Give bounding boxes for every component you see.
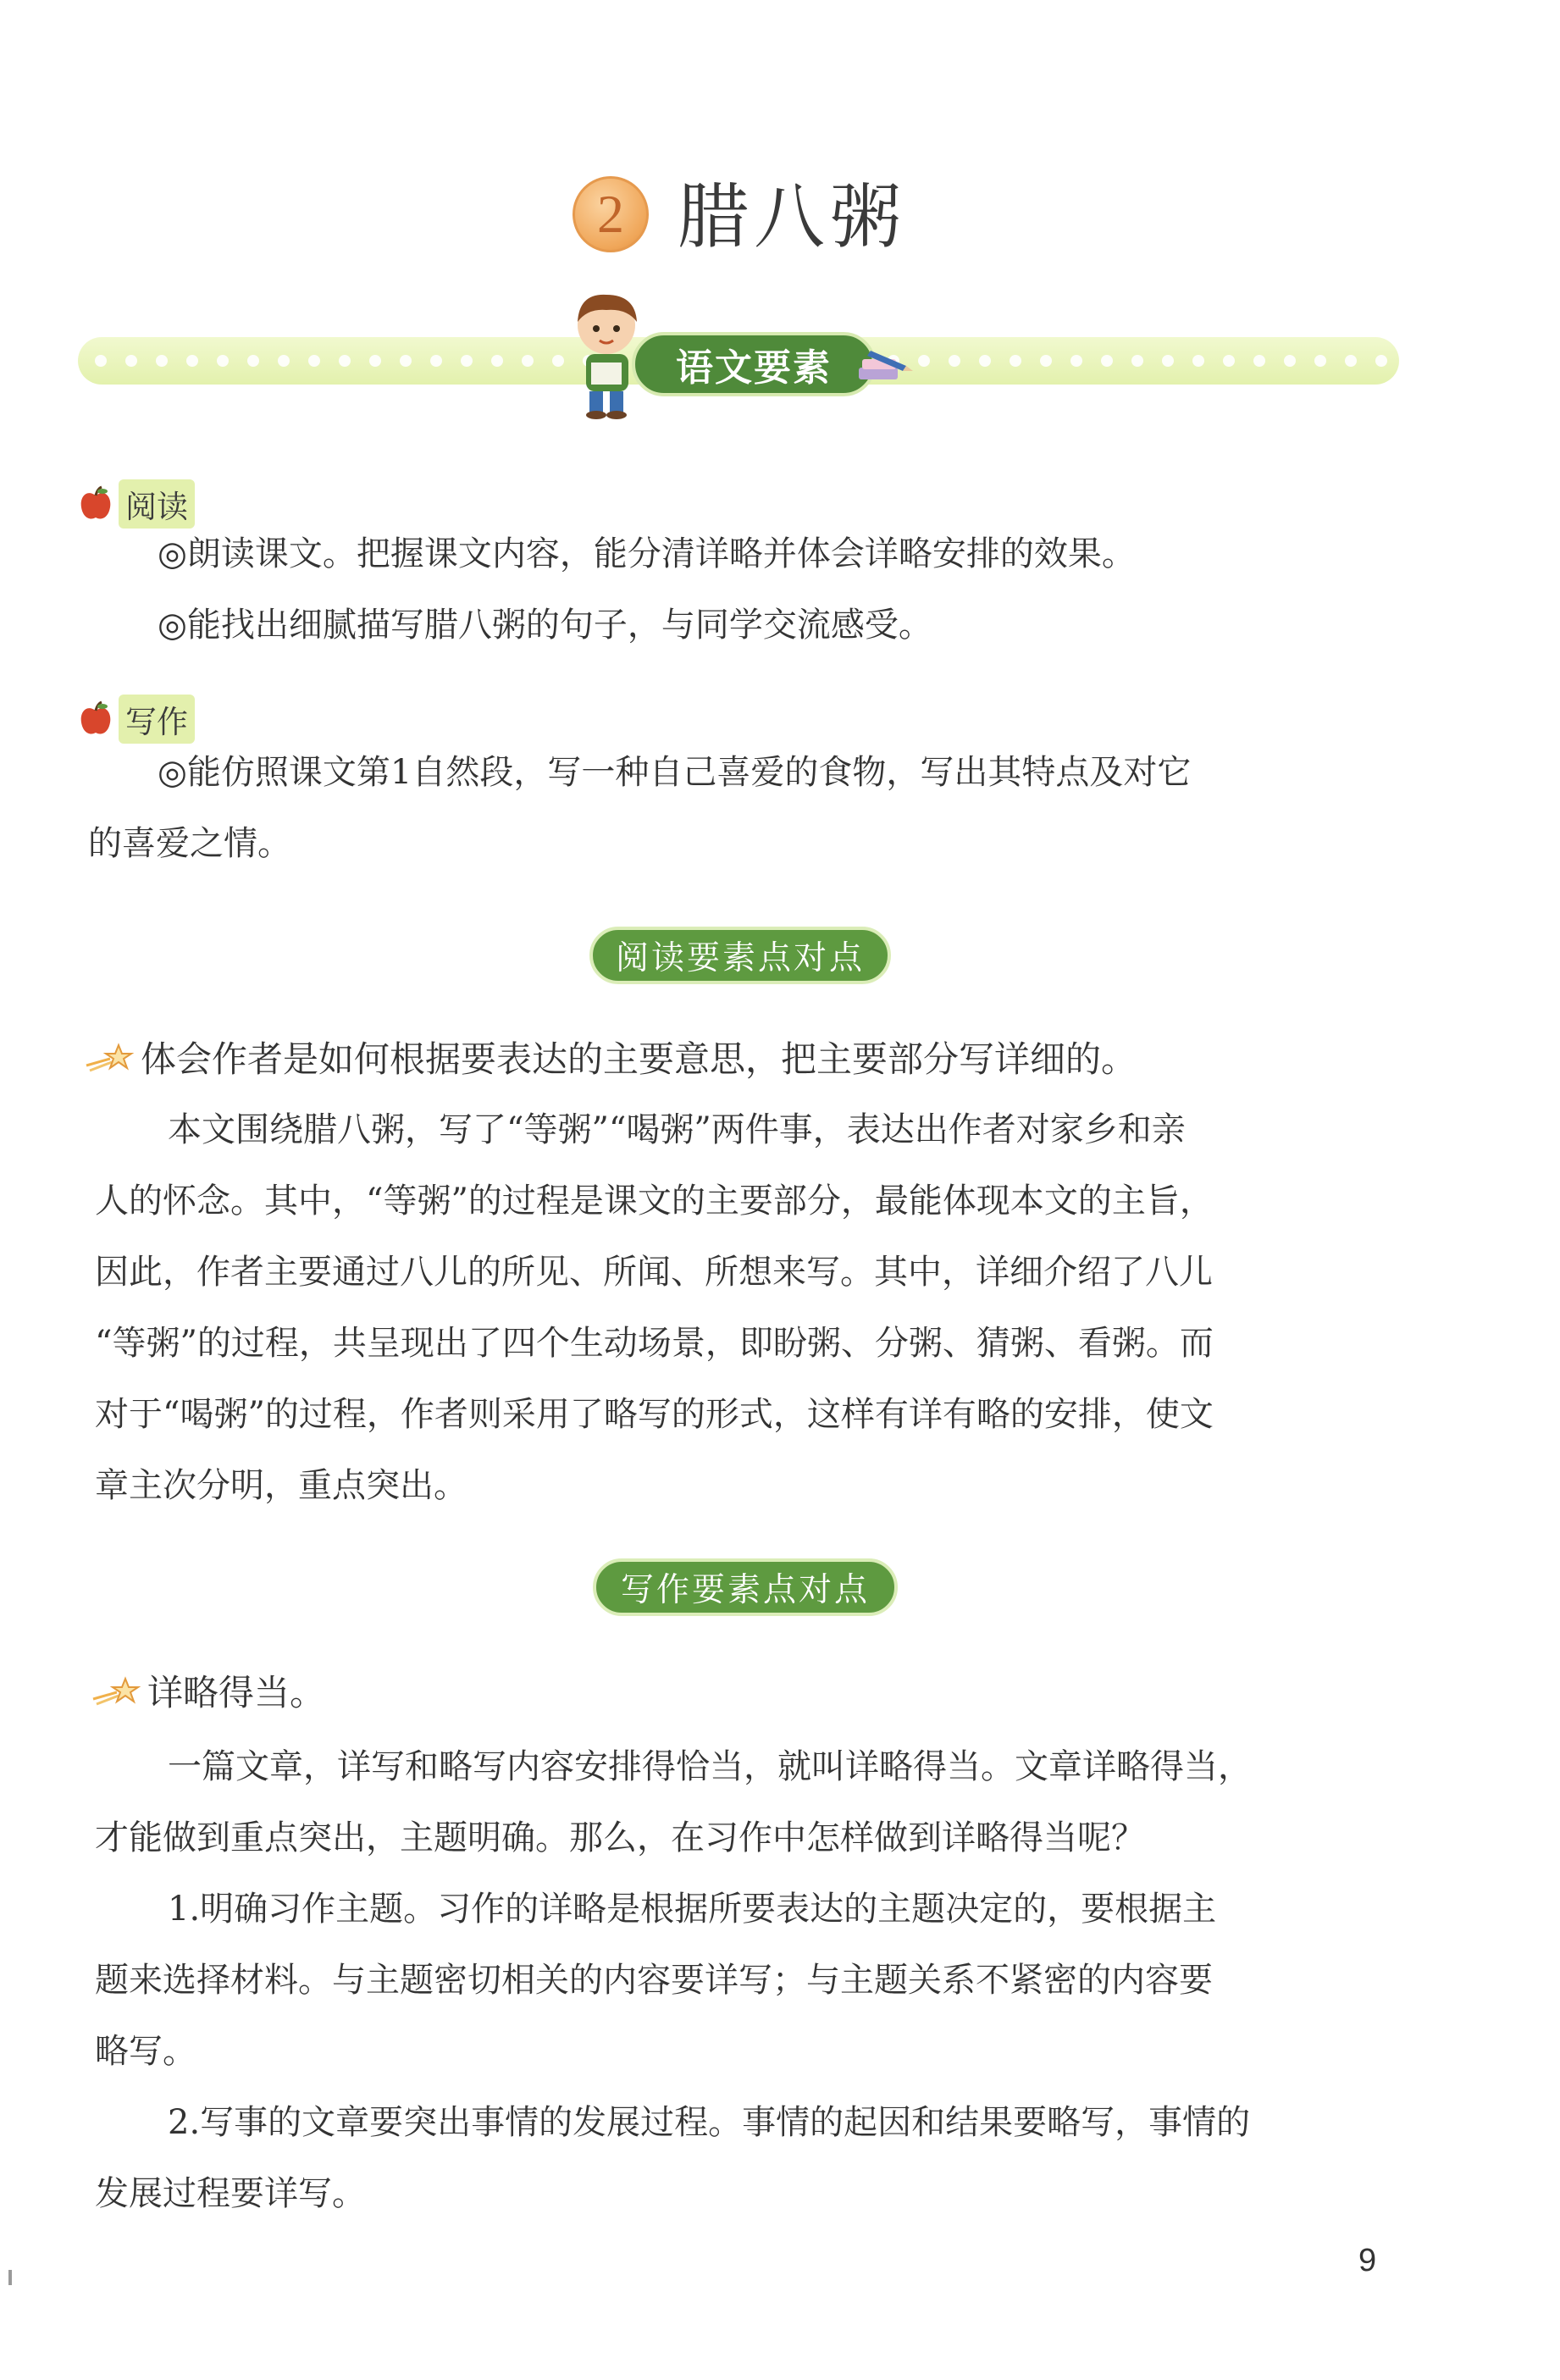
scan-edge-mark <box>8 2270 12 2285</box>
writing-goal-line-2: 的喜爱之情。 <box>88 824 291 863</box>
writing-paragraph-line: 2.写事的文章要突出事情的发展过程。事情的起因和结果要略写，事情的 <box>168 2103 1251 2142</box>
page-title: 腊八粥 <box>678 175 907 258</box>
reading-goal-2: ◎能找出细腻描写腊八粥的句子，与同学交流感受。 <box>158 606 932 645</box>
writing-paragraph-line: 一篇文章，详写和略写内容安排得恰当，就叫详略得当。文章详略得当， <box>168 1747 1252 1786</box>
writing-paragraph-line: 1.明确习作主题。习作的详略是根据所要表达的主题决定的，要根据主 <box>168 1890 1217 1929</box>
writing-paragraph-line: 发展过程要详写。 <box>95 2174 366 2213</box>
reading-key-point: 体会作者是如何根据要表达的主要意思，把主要部分写详细的。 <box>141 1038 1137 1080</box>
reading-paragraph-line: 因此，作者主要通过八儿的所见、所闻、所想来写。其中，详细介绍了八儿 <box>95 1253 1213 1292</box>
reading-goal-1: ◎朗读课文。把握课文内容，能分清详略并体会详略安排的效果。 <box>158 534 1136 573</box>
writing-points-heading: 写作要素点对点 <box>593 1558 898 1616</box>
reading-paragraph-line: “等粥”的过程，共呈现出了四个生动场景，即盼粥、分粥、猜粥、看粥。而 <box>95 1324 1214 1363</box>
writing-key-point: 详略得当。 <box>147 1672 326 1713</box>
star-icon <box>91 1674 141 1708</box>
reading-paragraph-line: 对于“喝粥”的过程，作者则采用了略写的形式，这样有详有略的安排，使文 <box>95 1395 1214 1434</box>
star-icon <box>85 1040 134 1074</box>
pencil-books-icon <box>855 342 915 390</box>
writing-goal-line-1: ◎能仿照课文第1自然段，写一种自己喜爱的食物，写出其特点及对它 <box>158 753 1192 792</box>
writing-label: 写作 <box>119 695 195 744</box>
reading-paragraph-line: 本文围绕腊八粥，写了“等粥”“喝粥”两件事，表达出作者对家乡和亲 <box>168 1110 1186 1149</box>
page-number: 9 <box>1358 2243 1377 2278</box>
reading-key-row <box>85 1032 1137 1082</box>
writing-key-row <box>91 1665 325 1716</box>
reading-paragraph-line: 章主次分明，重点突出。 <box>95 1466 467 1505</box>
writing-paragraph-line: 略写。 <box>95 2032 196 2071</box>
banner-label: 语文要素 <box>632 332 876 396</box>
lesson-number-badge: 2 <box>573 176 649 252</box>
writing-paragraph-line: 才能做到重点突出，主题明确。那么，在习作中怎样做到详略得当呢？ <box>95 1818 1145 1857</box>
writing-paragraph-line: 题来选择材料。与主题密切相关的内容要详写；与主题关系不紧密的内容要 <box>95 1961 1213 2000</box>
apple-icon <box>78 700 113 738</box>
reading-label: 阅读 <box>119 479 195 529</box>
reading-points-heading: 阅读要素点对点 <box>589 927 891 984</box>
reading-paragraph-line: 人的怀念。其中，“等粥”的过程是课文的主要部分，最能体现本文的主旨， <box>95 1182 1214 1220</box>
apple-icon <box>78 485 113 523</box>
